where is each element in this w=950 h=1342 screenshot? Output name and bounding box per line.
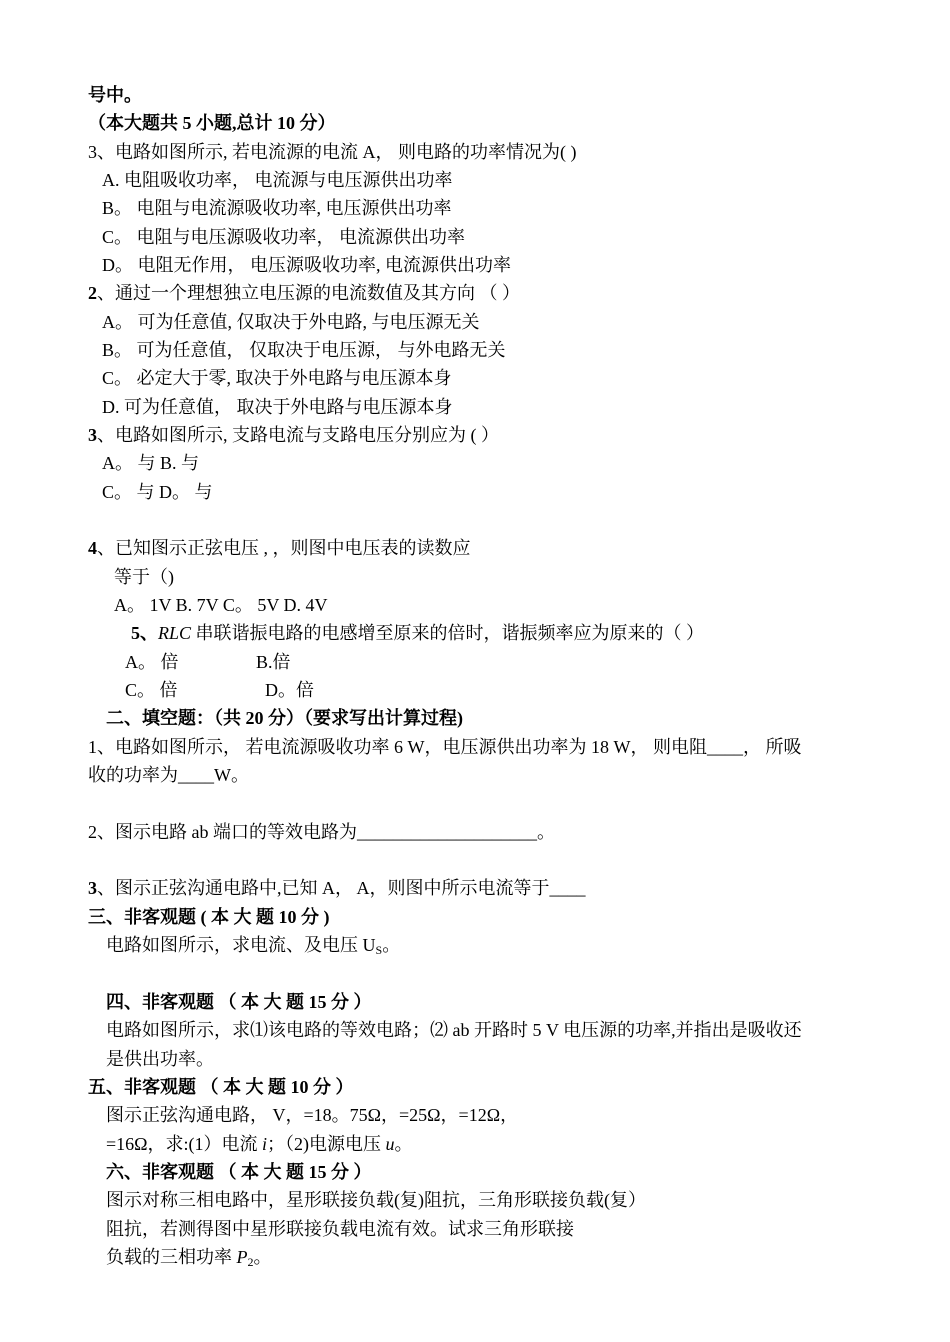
fill-question-3 bbox=[88, 877, 586, 899]
option-d: D. 可为任意值， 取决于外电路与电压源本身 bbox=[102, 397, 453, 417]
question-3-power: 3、电路如图所示, 若电流源的电流 A， 则电路的功率情况为( ) bbox=[88, 142, 577, 162]
question-number: 4 bbox=[88, 538, 97, 558]
current-i: i bbox=[262, 1134, 268, 1154]
section-heading-3: 三、非客观题 ( 本 大 题 10 分 ) bbox=[88, 907, 330, 927]
section-note: （本大题共 5 小题,总计 10 分） bbox=[88, 113, 336, 133]
question-text: 、电路如图所示, 支路电流与支路电压分别应为 ( ） bbox=[97, 425, 499, 445]
question-number: 3 bbox=[88, 425, 97, 445]
voltage-u: u bbox=[385, 1134, 395, 1154]
question-2-voltage-source bbox=[88, 282, 520, 304]
problem-6-text: 图示对称三相电路中，星形联接负载(复)阻抗，三角形联接负载(复） bbox=[106, 1190, 646, 1210]
question-text: 、图示正弦沟通电路中,已知 A， A，则图中所示电流等于____ bbox=[97, 878, 586, 898]
option-c: C。 倍 bbox=[125, 680, 178, 700]
problem-3-text bbox=[106, 934, 400, 961]
fill-question-2: 2、图示电路 ab 端口的等效电路为____________________。 bbox=[88, 822, 555, 842]
question-number: 2 bbox=[88, 283, 97, 303]
fill-question-1: 1、电路如图所示， 若电流源吸收功率 6 W，电压源供出功率为 18 W， 则电阻____， 所吸 bbox=[88, 737, 802, 757]
question-number: 5、 bbox=[131, 623, 158, 643]
options-c-d: C。 与 D。 与 bbox=[102, 482, 213, 502]
options-line: A。 1V B. 7V C。 5V D. 4V bbox=[114, 595, 328, 615]
subscript-s: S bbox=[375, 943, 383, 957]
option-a: A。 可为任意值, 仅取决于外电路, 与电压源无关 bbox=[102, 312, 480, 332]
question-text: 、已知图示正弦电压 , ，则图中电压表的读数应 bbox=[97, 538, 471, 558]
question-number: 3 bbox=[88, 878, 97, 898]
option-c: C。 电阻与电压源吸收功率， 电流源供出功率 bbox=[102, 227, 466, 247]
question-3-branch bbox=[88, 424, 499, 446]
punctuation: 。 bbox=[253, 1247, 272, 1267]
question-5-rlc bbox=[131, 622, 704, 644]
problem-5-text-continued bbox=[106, 1133, 413, 1155]
option-a: A。 倍 bbox=[125, 652, 179, 672]
problem-4-text: 电路如图所示，求⑴该电路的等效电路；⑵ ab 开路时 5 V 电压源的功率,并指出是吸收还 bbox=[106, 1020, 802, 1040]
question-text-continued: 等于（) bbox=[114, 567, 174, 587]
problem-6-text-end bbox=[106, 1246, 272, 1273]
problem-6-text-continued: 阻抗，若测得图中星形联接负载电流有效。试求三角形联接 bbox=[106, 1219, 574, 1239]
section-heading-5: 五、非客观题 （ 本 大 题 10 分 ） bbox=[88, 1077, 354, 1097]
power-p: P bbox=[236, 1247, 248, 1267]
option-b: B.倍 bbox=[256, 652, 291, 672]
question-text: 串联谐振电路的电感增至原来的倍时，谐振频率应为原来的（ ） bbox=[191, 623, 705, 643]
question-text: 、通过一个理想独立电压源的电流数值及其方向 （ ） bbox=[97, 283, 520, 303]
problem-text: ；（2)电源电压 bbox=[267, 1134, 386, 1154]
rlc-term: RLC bbox=[158, 623, 192, 643]
option-b: B。 可为任意值， 仅取决于电压源， 与外电路无关 bbox=[102, 340, 506, 360]
problem-5-text: 图示正弦沟通电路， V，=18。75Ω，=25Ω，=12Ω， bbox=[106, 1105, 519, 1125]
section-heading-fill-in: 二、填空题：（共 20 分）（要求写出计算过程) bbox=[106, 708, 463, 728]
punctuation: 。 bbox=[382, 935, 401, 955]
continued-text: 号中。 bbox=[88, 85, 142, 105]
options-a-b: A。 与 B. 与 bbox=[102, 453, 200, 473]
option-c: C。 必定大于零, 取决于外电路与电压源本身 bbox=[102, 368, 452, 388]
problem-text: 负载的三相功率 bbox=[106, 1247, 237, 1267]
section-heading-6: 六、非客观题 （ 本 大 题 15 分 ） bbox=[106, 1162, 372, 1182]
subscript-2: 2 bbox=[247, 1255, 254, 1269]
option-d: D。倍 bbox=[265, 680, 314, 700]
problem-text: 电路如图所示，求电流、及电压 U bbox=[106, 935, 376, 955]
option-a: A. 电阻吸收功率， 电流源与电压源供出功率 bbox=[102, 170, 453, 190]
question-4-voltmeter bbox=[88, 537, 471, 559]
problem-4-text-continued: 是供出功率。 bbox=[106, 1049, 214, 1069]
option-d: D。 电阻无作用， 电压源吸收功率, 电流源供出功率 bbox=[102, 255, 511, 275]
section-heading-4: 四、非客观题 （ 本 大 题 15 分 ） bbox=[106, 992, 372, 1012]
option-b: B。 电阻与电流源吸收功率, 电压源供出功率 bbox=[102, 198, 452, 218]
punctuation: 。 bbox=[394, 1134, 413, 1154]
problem-text: =16Ω，求:(1）电流 bbox=[106, 1134, 263, 1154]
fill-question-1-continued: 收的功率为____W。 bbox=[88, 765, 249, 785]
